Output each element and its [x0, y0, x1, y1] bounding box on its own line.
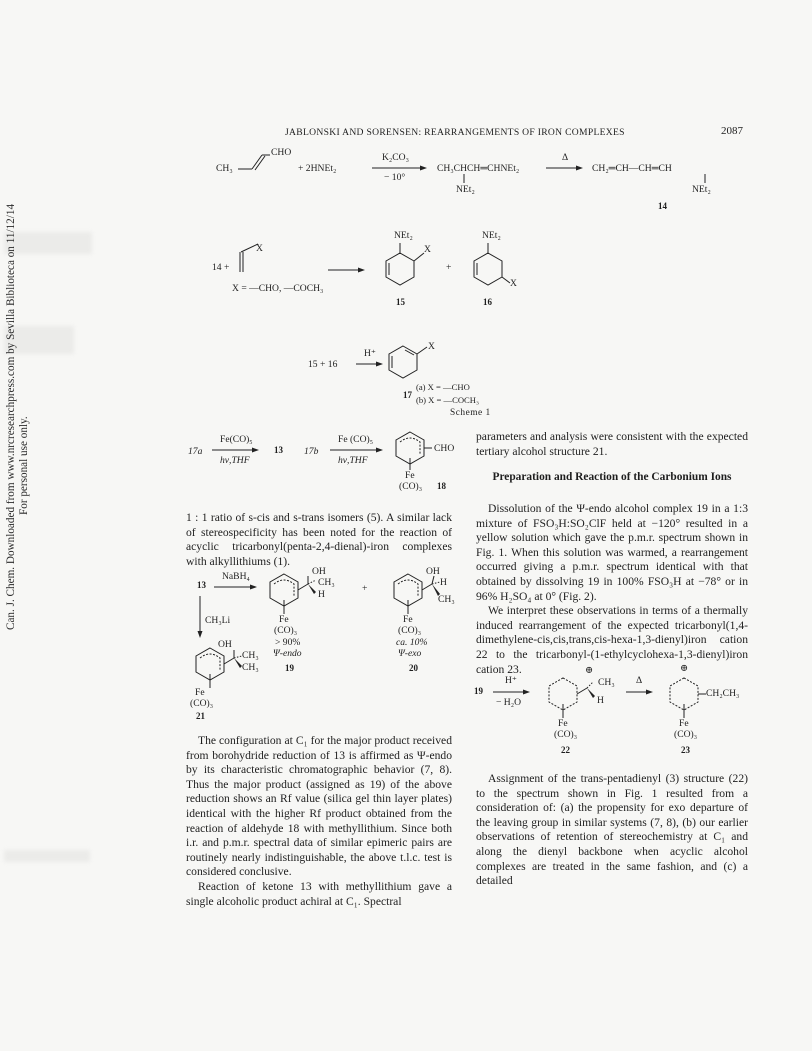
- reaction-arrow: [328, 266, 368, 274]
- p20-co: (CO)₃: [398, 625, 422, 636]
- left-paragraph-1-text: 1 : 1 ratio of s-cis and s-trans isomers (5). A similar lack of stereospecificity has been noted for the reaction of acyclic tricarbonyl(penta-2,4-dienal)-iron complexes with alkyllithiums (1).: [186, 511, 452, 568]
- compound-16-label: 16: [483, 297, 492, 307]
- compound-17-label: 17: [403, 390, 412, 400]
- amine-reagent: + 2HNEt₂: [298, 163, 337, 174]
- p23-charge: ⊕: [680, 663, 689, 674]
- enamine-intermediate: CH₃CHCH═CHNEt₂: [437, 163, 520, 174]
- left-paragraph-3-text: Reaction of ketone 13 with methyllithium gave a single alcoholic product achiral at C₁. Spectral: [186, 879, 452, 908]
- right-paragraph-2-text: We interpret these observations in terms of a thermally induced rearrangement of the expected tricarbonyl(1,4-dimethylene-cis,cis,trans,cis-hexa-1,3-dienyl)iron cation 22 to the tricarbonyl-(1-ethylcyclohexa-1,3-dienyl)iron cation 23.: [476, 604, 748, 676]
- p19-fe: Fe: [279, 614, 289, 625]
- left-paragraph-1: [186, 511, 452, 569]
- rxn3-heat: Δ: [636, 675, 643, 686]
- p19-ch3: CH₃: [318, 577, 335, 588]
- bond: [462, 174, 466, 184]
- ring17-x: X: [428, 341, 435, 352]
- reaction-arrow: [214, 583, 260, 591]
- p23-ethyl: CH₂CH₃: [706, 688, 740, 699]
- p21-oh: OH: [218, 639, 232, 650]
- p20-yield: ca. 10%: [396, 637, 428, 648]
- compound-13-label: 13: [274, 445, 283, 455]
- compound-23-label: 23: [681, 745, 690, 755]
- p19-co: (CO)₃: [274, 625, 298, 636]
- reaction-arrow: [372, 164, 428, 172]
- rxn2-plus: +: [362, 583, 368, 594]
- rxn3-water: − H₂O: [496, 697, 522, 708]
- reaction-arrow: [546, 164, 586, 172]
- variant-b: (b) X = —COCH₃: [416, 395, 479, 405]
- p23-co: (CO)₃: [674, 729, 698, 740]
- p21-ch3-b: CH₃: [242, 662, 259, 673]
- base-reagent: K₂CO₃: [382, 152, 409, 163]
- right-paragraph-1-text: Dissolution of the Ψ-endo alcohol complex 19 in a 1:3 mixture of FSO₃H:SO₂ClF held at −120° resulted in a yellow solution which gave the p.m.r. spectrum shown in Fig. 1. When this solution was warmed, a rearrangement occurred giving a p.m.r. spectrum identical with that obtained by dissolving 19 in 100% FSO₃H at −78° or in 96% H₂SO₄ at 0° (Fig. 2).: [476, 502, 748, 603]
- p19-h: H: [318, 589, 325, 600]
- rxn3-start: 19: [474, 686, 483, 696]
- compound-18-label: 18: [437, 481, 446, 491]
- cmpd18-fe: Fe: [405, 470, 415, 481]
- ring15-amine: NEt₂: [394, 230, 413, 241]
- temperature: − 10°: [384, 172, 406, 183]
- p20-fe: Fe: [403, 614, 413, 625]
- variant-a: (a) X = —CHO: [416, 382, 470, 392]
- p22-co: (CO)₃: [554, 729, 578, 740]
- left-paragraph-2-text: The configuration at C₁ for the major product received from borohydride reduction of 13 is affirmed as Ψ-endo by its characteristic chromatographic behavior (7, 8). Thus the major product (assigned as 19) of the above reduction shows an Rf value (silica gel thin layer plates) identical with the higher Rf product obtained from the reaction of aldehyde 18 with methyllithium. Since both i.r. and p.m.r. spectral data of similar epimeric pairs are routinely nearly indistinguishable, the above t.l.c. test is considered conclusive.: [186, 734, 452, 879]
- p20-config: Ψ-exo: [398, 648, 422, 659]
- compound-19-label: 19: [285, 663, 294, 673]
- rxn2-reagent: NaBH₄: [222, 571, 250, 582]
- p19-yield: > 90%: [275, 637, 301, 648]
- right-paragraph-0-text: parameters and analysis were consistent with the expected tertiary alcohol structure 21.: [476, 430, 748, 458]
- scan-smudge: [4, 232, 92, 254]
- section-heading: Preparation and Reaction of the Carbonium Ions: [492, 471, 732, 483]
- rxn-17b-reagent: Fe (CO)₅: [338, 434, 374, 445]
- rxn-17b-label: 17b: [304, 446, 319, 457]
- page-number: 2087: [721, 125, 743, 137]
- p23-fe: Fe: [679, 718, 689, 729]
- plus-sign: +: [446, 262, 452, 273]
- reaction-arrow: [493, 688, 533, 696]
- intermediate-amine: NEt₂: [456, 184, 475, 195]
- acid-reagent: H⁺: [364, 348, 376, 359]
- compound-14-label: 14: [658, 201, 667, 211]
- reaction-arrow: [356, 360, 386, 368]
- p20-oh: OH: [426, 566, 440, 577]
- cmpd18-cho: CHO: [434, 443, 455, 454]
- down-arrow: [196, 596, 204, 640]
- ring15-x: X: [424, 244, 431, 255]
- aminodiene: CH₂═CH—CH═CH: [592, 163, 672, 174]
- right-paragraph-1: [476, 502, 748, 677]
- right-paragraph-3-text: Assignment of the trans-pentadienyl (3) structure (22) to the spectrum shown in Fig. 1 resulted from a consideration of: (a) the propensity for exo departure of the leaving group in similar systems (7, 8), (b) our earlier observations of retention of stereochemistry at C₁ and along the dienyl backbone when acyclic alcohol complexes are treated in the same fashion, and (c) a detailed: [476, 772, 748, 888]
- rxn-17a-label: 17a: [188, 446, 203, 457]
- p21-co: (CO)₃: [190, 698, 214, 709]
- elimination-start: 15 + 16: [308, 359, 338, 370]
- ring16-amine: NEt₂: [482, 230, 501, 241]
- p22-fe: Fe: [558, 718, 568, 729]
- rxn2-start: 13: [197, 580, 206, 590]
- heat-symbol: Δ: [562, 152, 569, 163]
- p20-ch3: CH₃: [438, 594, 455, 605]
- diels-alder-start: 14 +: [212, 262, 230, 273]
- diene-amine: NEt₂: [692, 184, 711, 195]
- reactant-cho: CHO: [271, 147, 292, 158]
- p22-charge: ⊕: [585, 665, 594, 676]
- x-definition: X = —CHO, —COCH₃: [232, 283, 324, 294]
- p21-ch3-a: CH₃: [242, 650, 259, 661]
- personal-use-notice: For personal use only.: [18, 416, 30, 515]
- rxn-17a-conditions: hν,THF: [220, 455, 250, 466]
- compound-20-label: 20: [409, 663, 418, 673]
- p21-fe: Fe: [195, 687, 205, 698]
- bond: [703, 174, 707, 184]
- compound-15-label: 15: [396, 297, 405, 307]
- rxn-17a-reagent: Fe(CO)₅: [220, 434, 253, 445]
- right-paragraph-3: [476, 772, 748, 889]
- cmpd18-co: (CO)₃: [399, 481, 423, 492]
- ring16-x: X: [510, 278, 517, 289]
- p19-oh: OH: [312, 566, 326, 577]
- download-notice: Can. J. Chem. Downloaded from www.nrcresearchpress.com by Sevilla Biblioteca on 11/12/14: [5, 203, 17, 630]
- p22-ch3: CH₃: [598, 677, 615, 688]
- left-paragraph-2: [186, 734, 452, 909]
- reaction-arrow: [212, 446, 262, 454]
- reaction-arrow: [626, 688, 656, 696]
- right-paragraph-0: [476, 430, 748, 459]
- p19-config: Ψ-endo: [273, 648, 302, 659]
- reactant-ch3: CH₃: [216, 163, 233, 174]
- methyllithium-reagent: CH₃Li: [205, 615, 231, 626]
- scan-smudge: [4, 850, 90, 862]
- running-title: JABLONSKI AND SORENSEN: REARRANGEMENTS OF IRON COMPLEXES: [285, 127, 625, 138]
- cyclohexadiene-17: [389, 344, 433, 382]
- p22-h: H: [597, 695, 604, 706]
- compound-22-label: 22: [561, 745, 570, 755]
- p20-h: H: [440, 577, 447, 588]
- rxn-17b-conditions: hν,THF: [338, 455, 368, 466]
- rxn3-acid: H⁺: [505, 675, 517, 686]
- compound-21-label: 21: [196, 711, 205, 721]
- scheme-caption: Scheme 1: [450, 408, 491, 418]
- dienophile-x: X: [256, 243, 263, 254]
- reaction-arrow: [330, 446, 386, 454]
